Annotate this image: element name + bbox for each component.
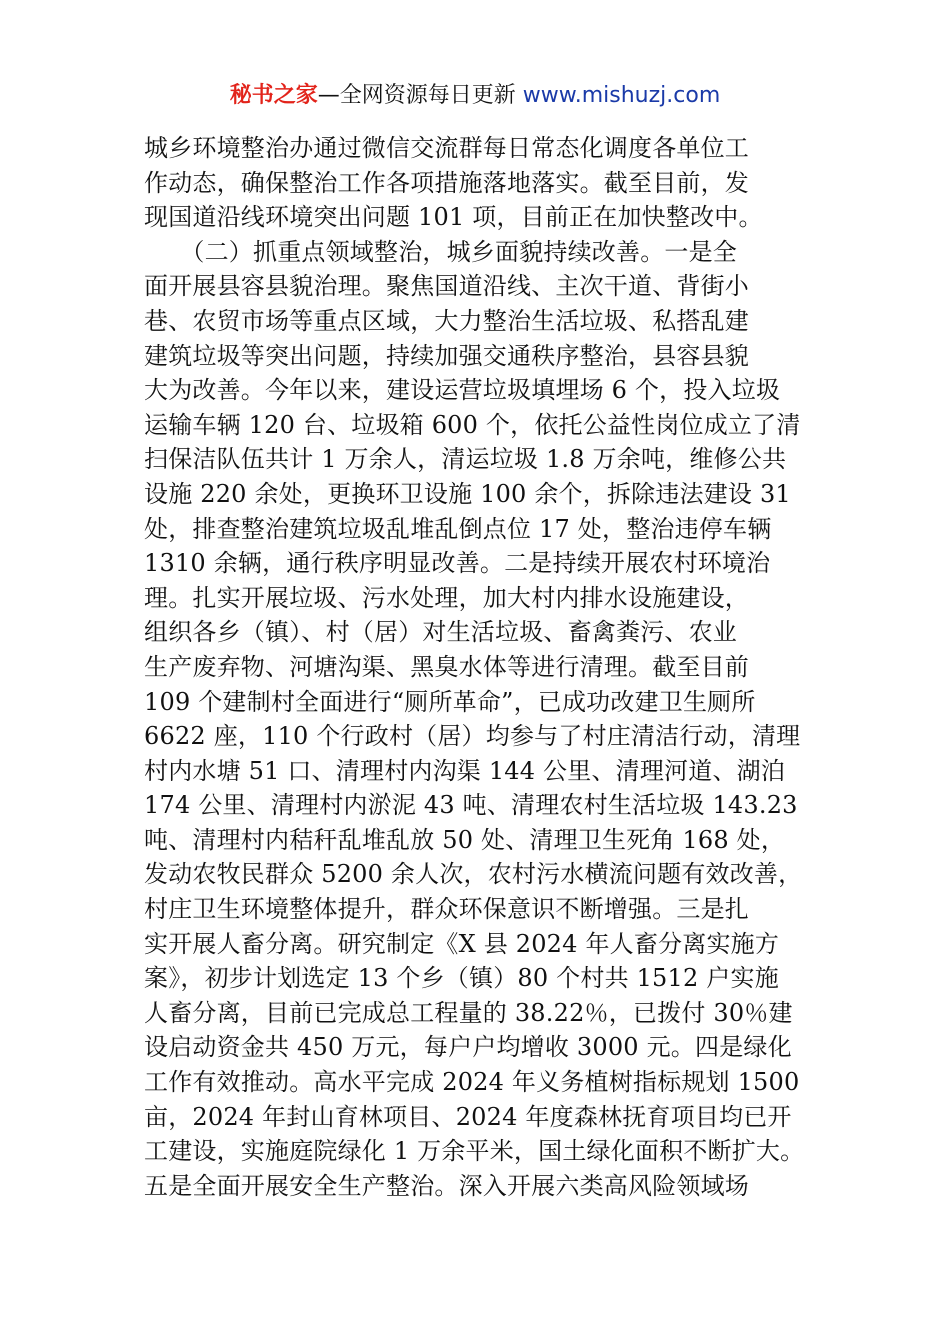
text-line: 建筑垃圾等突出问题，持续加强交通秩序整治，县容县貌 bbox=[144, 341, 749, 370]
text-line: 实开展人畜分离。研究制定《X 县 2024 年人畜分离实施方 bbox=[144, 929, 780, 958]
text-line: 亩，2024 年封山育林项目、2024 年度森林抚育项目均已开 bbox=[144, 1102, 792, 1131]
text-line: 城乡环境整治办通过微信交流群每日常态化调度各单位工 bbox=[144, 134, 749, 162]
text-line: 扫保洁队伍共计 1 万余人，清运垃圾 1.8 万余吨，维修公共 bbox=[144, 445, 787, 474]
text-line: 现国道沿线环境突出问题 101 项，目前正在加快整改中。 bbox=[144, 203, 763, 232]
brand-name: 秘书之家 bbox=[229, 83, 318, 108]
text-line: 大为改善。今年以来，建设运营垃圾填埋场 6 个，投入垃圾 bbox=[144, 376, 781, 405]
text-line: 6622 座，110 个行政村（居）均参与了村庄清洁行动，清理 bbox=[144, 722, 801, 751]
site-header bbox=[0, 80, 950, 112]
document-body bbox=[144, 131, 824, 1203]
text-line: 109 个建制村全面进行“厕所革命”，已成功改建卫生厕所 bbox=[144, 687, 756, 716]
text-line: 人畜分离，目前已完成总工程量的 38.22％，已拨付 30％建 bbox=[144, 998, 793, 1027]
text-line: 理。扎实开展垃圾、污水处理，加大村内排水设施建设， bbox=[144, 583, 749, 612]
text-line: 村内水塘 51 口、清理村内沟渠 144 公里、清理河道、湖泊 bbox=[144, 756, 786, 785]
text-line: 生产废弃物、河塘沟渠、黑臭水体等进行清理。截至目前 bbox=[144, 652, 749, 681]
text-line: 工建设，实施庭院绿化 1 万余平米，国土绿化面积不断扩大。 bbox=[144, 1137, 805, 1166]
text-line: 1310 余辆，通行秩序明显改善。二是持续开展农村环境治 bbox=[144, 549, 771, 578]
text-line: 运输车辆 120 台、垃圾箱 600 个，依托公益性岗位成立了清 bbox=[144, 410, 801, 439]
text-line: 面开展县容县貌治理。聚焦国道沿线、主次干道、背街小 bbox=[144, 272, 749, 301]
text-line: 组织各乡（镇）、村（居）对生活垃圾、畜禽粪污、农业 bbox=[144, 618, 737, 647]
text-line: 作动态，确保整治工作各项措施落地落实。截至目前，发 bbox=[144, 168, 749, 197]
header-tagline: —全网资源每日更新 bbox=[317, 83, 523, 108]
text-line: 设施 220 余处，更换环卫设施 100 余个，拆除违法建设 31 bbox=[144, 479, 791, 508]
text-line: 工作有效推动。高水平完成 2024 年义务植树指标规划 1500 bbox=[144, 1068, 800, 1097]
text-line: 174 公里、清理村内淤泥 43 吨、清理农村生活垃圾 143.23 bbox=[144, 791, 798, 820]
text-line: 发动农牧民群众 5200 余人次，农村污水横流问题有效改善， bbox=[144, 860, 803, 889]
text-line: 巷、农贸市场等重点区域，大力整治生活垃圾、私搭乱建 bbox=[144, 306, 749, 335]
text-line: 处，排查整治建筑垃圾乱堆乱倒点位 17 处，整治违停车辆 bbox=[144, 514, 772, 543]
text-line: 五是全面开展安全生产整治。深入开展六类高风险领域场 bbox=[144, 1171, 749, 1200]
text-line: 村庄卫生环境整体提升，群众环保意识不断增强。三是扎 bbox=[144, 895, 749, 924]
site-url-link[interactable]: www.mishuzj.com bbox=[522, 83, 721, 108]
text-line: （二）抓重点领域整治，城乡面貌持续改善。一是全 bbox=[144, 237, 737, 266]
text-line: 设启动资金共 450 万元，每户户均增收 3000 元。四是绿化 bbox=[144, 1033, 792, 1062]
text-line: 案》，初步计划选定 13 个乡（镇）80 个村共 1512 户实施 bbox=[144, 964, 779, 993]
text-line: 吨、清理村内秸秆乱堆乱放 50 处、清理卫生死角 168 处， bbox=[144, 825, 786, 854]
